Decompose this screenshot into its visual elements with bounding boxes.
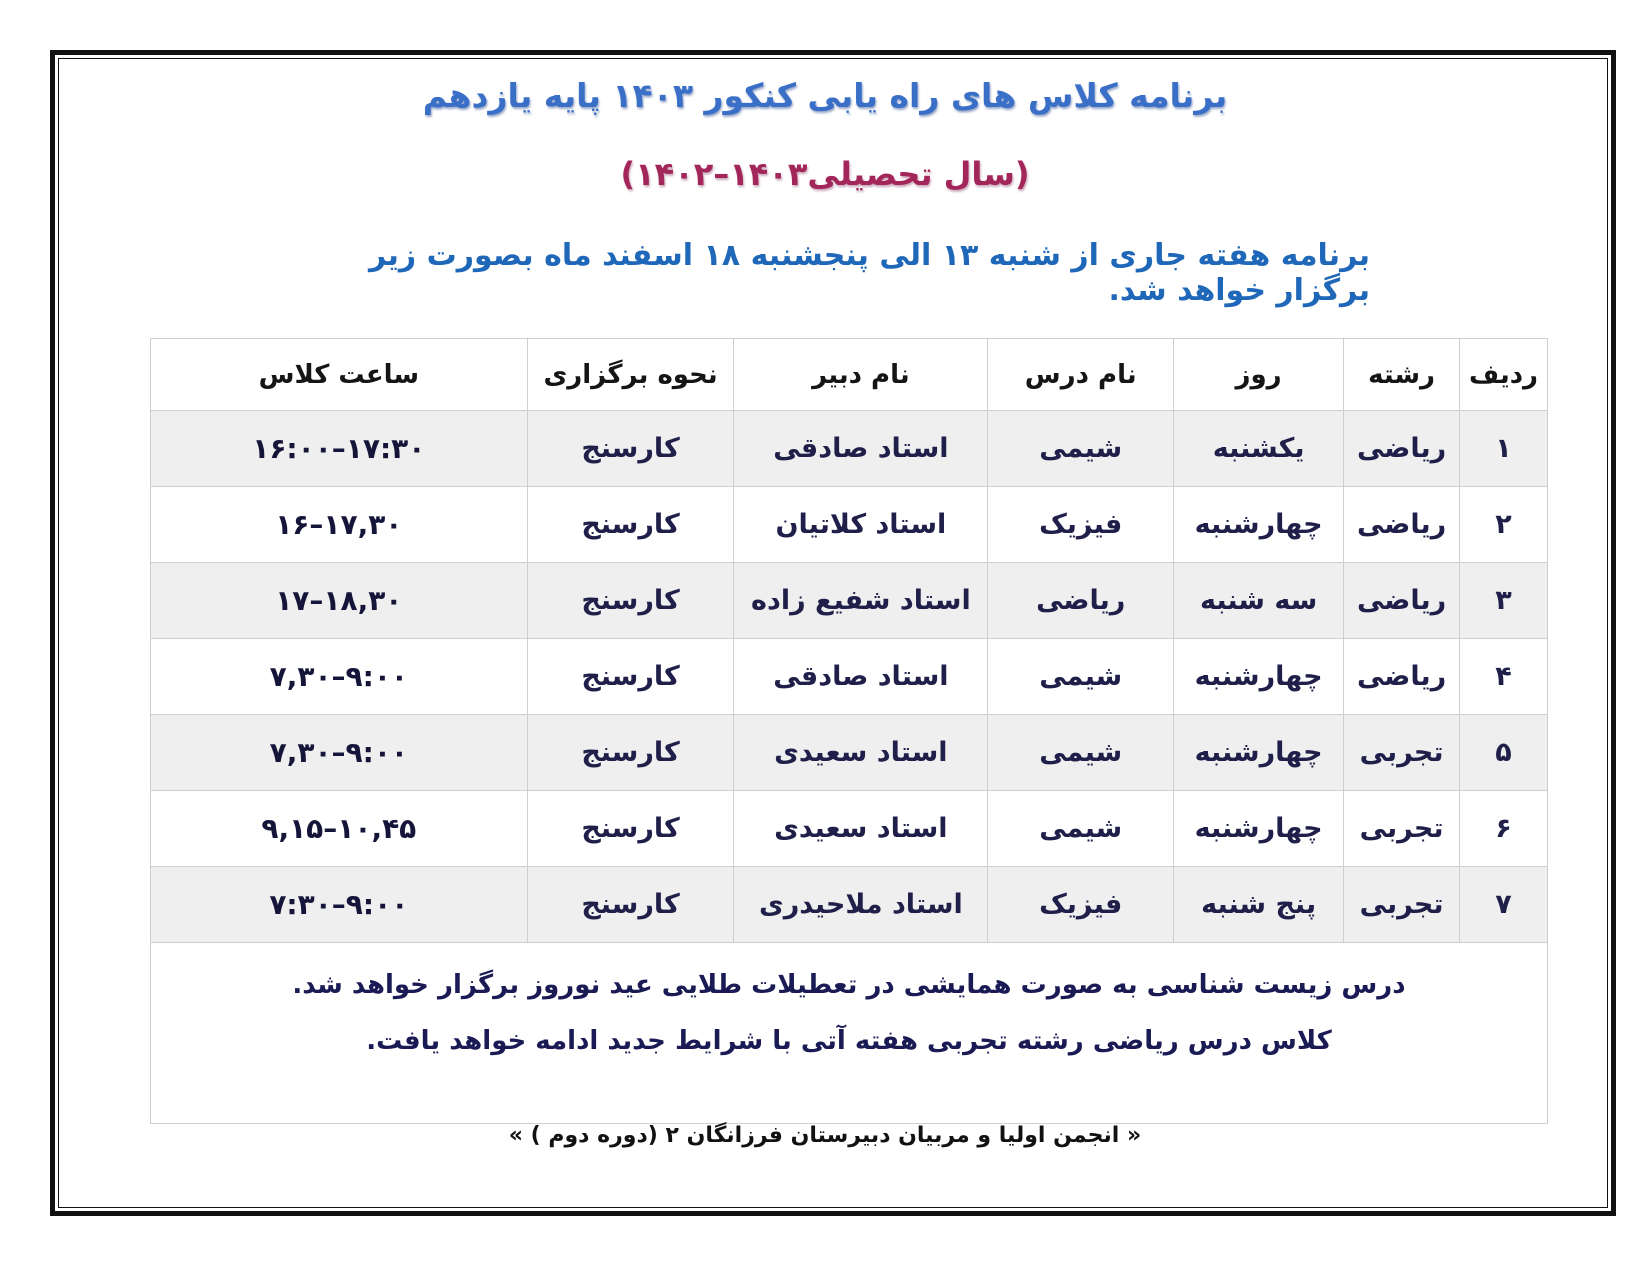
academic-year: (سال تحصیلی۱۴۰۳–۱۴۰۲) bbox=[620, 155, 1030, 193]
cell-day: چهارشنبه bbox=[1174, 791, 1344, 867]
header-time: ساعت کلاس bbox=[151, 339, 528, 411]
header-course: نام درس bbox=[988, 339, 1174, 411]
cell-time: ۷:۳۰–۹:۰۰ bbox=[151, 867, 528, 943]
header-day: روز bbox=[1174, 339, 1344, 411]
cell-mode: کارسنج bbox=[527, 563, 734, 639]
cell-teacher: استاد شفیع زاده bbox=[734, 563, 988, 639]
cell-day: سه شنبه bbox=[1174, 563, 1344, 639]
page-title: برنامه کلاس های راه یابی کنکور ۱۴۰۳ پایه یازدهم bbox=[422, 76, 1228, 115]
cell-row-number: ۶ bbox=[1460, 791, 1548, 867]
table-row bbox=[151, 715, 1548, 791]
cell-field: تجربی bbox=[1344, 791, 1460, 867]
footer-signature: « انجمن اولیا و مربیان دبیرستان فرزانگان ۲ (دوره دوم ) » bbox=[508, 1123, 1142, 1148]
cell-time: ۷,۳۰–۹:۰۰ bbox=[151, 715, 528, 791]
cell-teacher: استاد ملاحیدری bbox=[734, 867, 988, 943]
cell-field: ریاضی bbox=[1344, 563, 1460, 639]
cell-field: ریاضی bbox=[1344, 487, 1460, 563]
cell-field: ریاضی bbox=[1344, 411, 1460, 487]
cell-mode: کارسنج bbox=[527, 487, 734, 563]
cell-field: ریاضی bbox=[1344, 639, 1460, 715]
note-math-experimental: کلاس درس ریاضی رشته تجربی هفته آتی با شرایط جدید ادامه خواهد یافت. bbox=[366, 1026, 1332, 1056]
class-schedule-table bbox=[150, 338, 1548, 1124]
cell-course: شیمی bbox=[988, 411, 1174, 487]
cell-teacher: استاد سعیدی bbox=[734, 715, 988, 791]
cell-course: شیمی bbox=[988, 639, 1174, 715]
cell-mode: کارسنج bbox=[527, 639, 734, 715]
cell-mode: کارسنج bbox=[527, 791, 734, 867]
cell-row-number: ۱ bbox=[1460, 411, 1548, 487]
table-row bbox=[151, 639, 1548, 715]
cell-time: ۱۶–۱۷,۳۰ bbox=[151, 487, 528, 563]
cell-row-number: ۵ bbox=[1460, 715, 1548, 791]
cell-teacher: استاد سعیدی bbox=[734, 791, 988, 867]
cell-day: چهارشنبه bbox=[1174, 487, 1344, 563]
cell-day: پنج شنبه bbox=[1174, 867, 1344, 943]
cell-time: ۱۶:۰۰–۱۷:۳۰ bbox=[151, 411, 528, 487]
cell-teacher: استاد کلاتیان bbox=[734, 487, 988, 563]
cell-course: فیزیک bbox=[988, 487, 1174, 563]
cell-teacher: استاد صادقی bbox=[734, 411, 988, 487]
cell-course: فیزیک bbox=[988, 867, 1174, 943]
header-teacher: نام دبیر bbox=[734, 339, 988, 411]
cell-teacher: استاد صادقی bbox=[734, 639, 988, 715]
cell-course: ریاضی bbox=[988, 563, 1174, 639]
week-announcement: برنامه هفته جاری از شنبه ۱۳ الی پنجشنبه ۱۸ اسفند ماه بصورت زیر برگزار خواهد شد. bbox=[368, 238, 1370, 308]
cell-mode: کارسنج bbox=[527, 411, 734, 487]
cell-time: ۱۷–۱۸,۳۰ bbox=[151, 563, 528, 639]
cell-course: شیمی bbox=[988, 715, 1174, 791]
header-field: رشته bbox=[1344, 339, 1460, 411]
table-row bbox=[151, 487, 1548, 563]
cell-row-number: ۲ bbox=[1460, 487, 1548, 563]
table-row bbox=[151, 563, 1548, 639]
cell-field: تجربی bbox=[1344, 715, 1460, 791]
cell-time: ۹,۱۵–۱۰,۴۵ bbox=[151, 791, 528, 867]
cell-course: شیمی bbox=[988, 791, 1174, 867]
table-header-row bbox=[151, 339, 1548, 411]
notes-cell bbox=[151, 943, 1548, 1124]
header-row-number: ردیف bbox=[1460, 339, 1548, 411]
table-row bbox=[151, 791, 1548, 867]
table-row bbox=[151, 411, 1548, 487]
header-mode: نحوه برگزاری bbox=[527, 339, 734, 411]
note-biology: درس زیست شناسی به صورت همایشی در تعطیلات طلایی عید نوروز برگزار خواهد شد. bbox=[292, 970, 1406, 1000]
cell-mode: کارسنج bbox=[527, 715, 734, 791]
cell-time: ۷,۳۰–۹:۰۰ bbox=[151, 639, 528, 715]
cell-row-number: ۴ bbox=[1460, 639, 1548, 715]
table-row bbox=[151, 867, 1548, 943]
cell-mode: کارسنج bbox=[527, 867, 734, 943]
notes-row bbox=[151, 943, 1548, 1124]
cell-day: چهارشنبه bbox=[1174, 639, 1344, 715]
cell-row-number: ۷ bbox=[1460, 867, 1548, 943]
cell-row-number: ۳ bbox=[1460, 563, 1548, 639]
cell-field: تجربی bbox=[1344, 867, 1460, 943]
cell-day: چهارشنبه bbox=[1174, 715, 1344, 791]
cell-day: یکشنبه bbox=[1174, 411, 1344, 487]
